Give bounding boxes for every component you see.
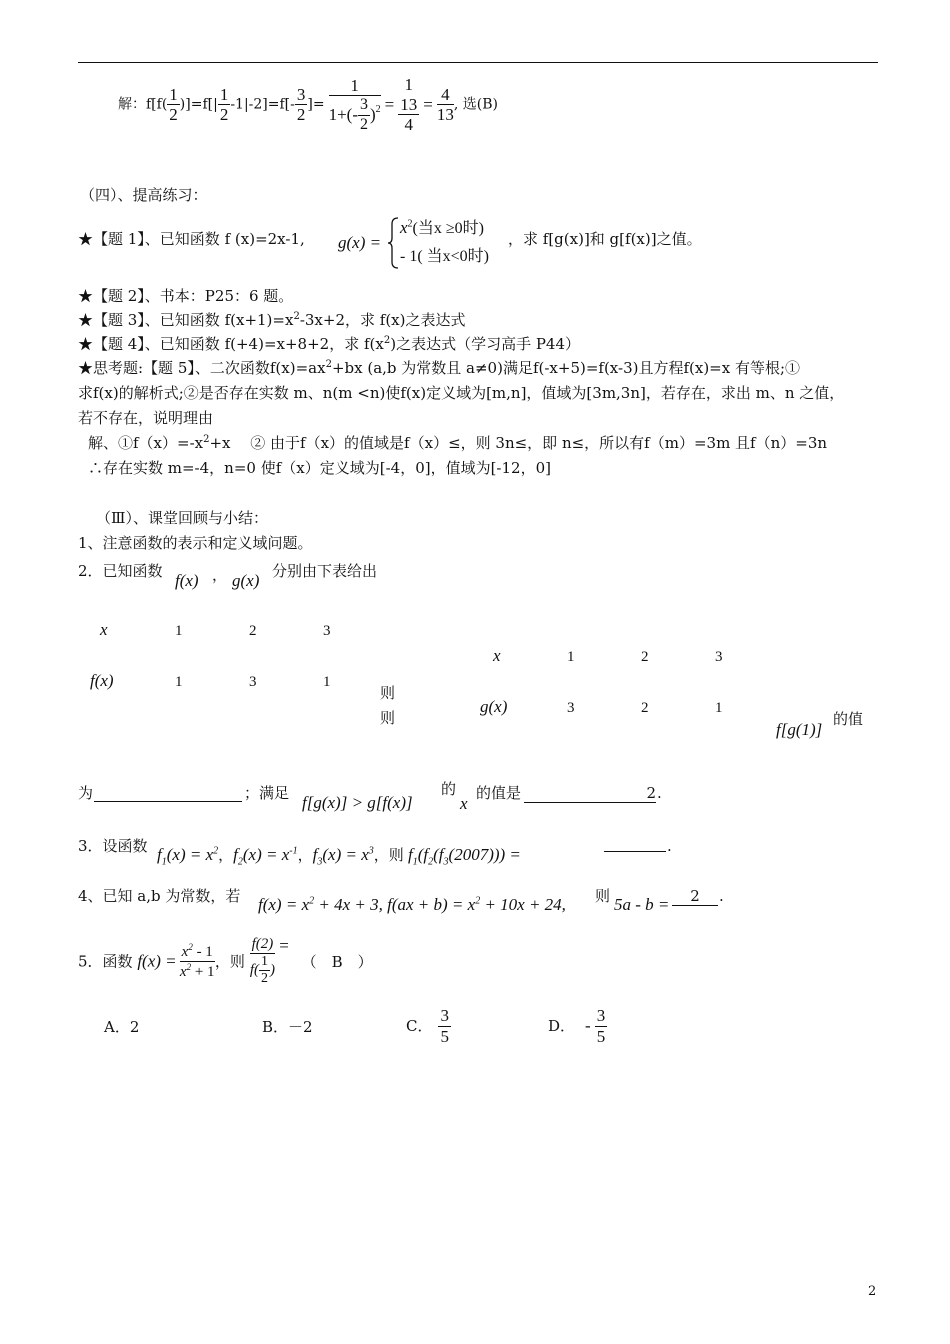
sol-prefix: 解：f[f( — [118, 96, 168, 113]
question-1-text: ★【题 1】、已知函数 f (x)=2x-1, — [78, 230, 305, 248]
f1-sub: 1 — [161, 856, 167, 868]
table-g-val-2: 2 — [641, 700, 649, 716]
frac-num: 1 — [169, 84, 178, 104]
f3-sub: 3 — [317, 856, 323, 868]
q5-l1b: +bx (a,b 为常数且 a≠0)满足f(-x+5)=f(x-3)且方程f(x)=x 有等根;① — [331, 359, 801, 377]
table-g-x-2: 2 — [641, 649, 649, 665]
item5-choice: （ B ） — [301, 952, 373, 971]
item5-frac — [180, 942, 215, 982]
q3-b: -3x+2，求 f(x)之表达式 — [299, 311, 466, 329]
table-g-val-1: 3 — [567, 700, 575, 716]
table-f-val-1: 1 — [175, 674, 183, 690]
option-d-label: D． — [548, 1017, 576, 1036]
f2-sub: 2 — [237, 856, 243, 868]
frac-num: 3 — [296, 84, 306, 104]
sol-mid2: -1|-2]=f[- — [230, 96, 295, 113]
item5-prefix: 5．函数 — [78, 952, 133, 971]
item2-ze-2: 则 — [380, 709, 396, 727]
f3-name: f — [312, 845, 318, 864]
table-f-x-3: 3 — [323, 623, 331, 639]
f3-body: (x) = x — [322, 845, 369, 864]
option-c-frac — [438, 1006, 451, 1046]
item5-mid: ，则 — [214, 952, 245, 971]
frac-num: 3 — [358, 96, 370, 115]
frac-den: 13 — [436, 105, 454, 125]
frac-num — [180, 942, 215, 962]
item2-answer: 2 — [646, 784, 656, 802]
item2-blank-1[interactable] — [94, 784, 242, 806]
question-3-text — [78, 311, 465, 329]
ratio-den-a: f( — [249, 962, 260, 979]
case1-x: x — [400, 218, 408, 237]
option-a[interactable]: A．2 — [104, 1018, 140, 1036]
item2-answer-blank[interactable] — [524, 784, 656, 803]
question-4-text — [78, 335, 580, 353]
q5-l1a: ★思考题:【题 5】、二次函数f(x)=ax — [78, 359, 326, 377]
frac-den: 2 — [169, 105, 178, 125]
page-number: 2 — [868, 1284, 877, 1299]
item4-answer: 2 — [690, 887, 700, 905]
sep-2: ， — [297, 846, 313, 864]
table-g-gx-label: g(x) — [480, 697, 508, 716]
frac-big — [329, 76, 381, 134]
item2-de-zhi: 的值 — [833, 710, 864, 728]
frac-den: 4 — [404, 115, 414, 135]
expr-exp-1: 2 — [309, 895, 315, 907]
sol-choice: , 选(B) — [453, 96, 498, 113]
frac-den: 2 — [261, 971, 269, 987]
section-three-title: （Ⅲ）、课堂回顾与小结： — [96, 509, 268, 527]
header-rule — [78, 62, 878, 63]
expr-1: f(x) = x — [258, 895, 310, 914]
option-b[interactable]: B．－2 — [262, 1018, 313, 1036]
table-g-val-3: 1 — [715, 700, 723, 716]
item5-line — [78, 936, 373, 987]
ratio-den — [250, 954, 276, 987]
item5-eq: = — [279, 936, 289, 955]
comp-sub2: 2 — [428, 856, 434, 868]
comp-sub1: 1 — [412, 856, 418, 868]
q1-case-1 — [400, 218, 484, 238]
q1-piecewise-brace — [386, 216, 400, 270]
comp-a: f — [408, 845, 413, 864]
q3-sup: 2 — [293, 311, 300, 322]
item4-answer-expr: 5a - b = — [614, 895, 670, 914]
item2-x: x — [460, 794, 468, 813]
frac-num: 4 — [437, 85, 454, 106]
table-g-x-label: x — [493, 646, 501, 665]
item5-ratio — [250, 936, 276, 987]
frac-half-1 — [167, 85, 180, 125]
item2-gx: g(x) — [232, 571, 260, 590]
q4-b: )之表达式（学习高手 P44） — [390, 335, 581, 353]
table-f-x-2: 2 — [249, 623, 257, 639]
item2-ineq: f[g(x)] > g[f(x)] — [302, 793, 413, 812]
ratio-den-b: ) — [270, 962, 276, 979]
frac-half-2 — [218, 85, 231, 125]
q3-a: ★【题 3】、已知函数 f(x+1)=x — [78, 311, 294, 329]
f1-name: f — [157, 845, 162, 864]
section-four-title: （四）、提高练习： — [80, 186, 208, 204]
item3-functions — [157, 845, 521, 868]
option-d-frac — [595, 1006, 608, 1046]
sol-mid1: )]=f[| — [179, 96, 218, 113]
big-den-sup: 2 — [375, 104, 381, 116]
frac-num: 1 — [259, 954, 270, 971]
frac-num: 1 — [219, 84, 229, 104]
option-c-label: C． — [406, 1017, 433, 1036]
f2-name: f — [233, 845, 238, 864]
item2-ze-1: 则 — [380, 684, 396, 702]
table-f-x-1: 1 — [175, 623, 183, 639]
num-sup: 2 — [188, 941, 193, 952]
item2-fg1: f[g(1)] — [776, 720, 823, 739]
item4-answer-blank[interactable] — [672, 887, 718, 906]
question-5-line-1 — [78, 359, 800, 377]
frac-den: 5 — [596, 1026, 606, 1046]
item2-value-is: 的值是 — [476, 784, 522, 802]
frac-den: 5 — [440, 1026, 449, 1046]
ratio-den-frac — [259, 954, 270, 987]
den-b: + 1 — [191, 964, 215, 981]
option-c[interactable] — [406, 1006, 451, 1046]
case1-cond: (当x ≥0时) — [412, 220, 484, 237]
item2-suffix: 分别由下表给出 — [272, 562, 378, 580]
sep-3: ，则 — [373, 846, 404, 864]
num-a: x — [181, 943, 189, 960]
item4-prefix: 4、已知 a,b 为常数，若 — [78, 887, 241, 905]
ratio-num: f(2) — [250, 936, 276, 954]
expr-3: + 10x + 24, — [480, 895, 566, 914]
q1-gx: g(x) = — [338, 233, 382, 252]
big-den-a: 1+(- — [328, 105, 358, 125]
frac-den: 2 — [219, 105, 229, 125]
f1-exp: 2 — [213, 845, 219, 857]
item2-wei: 为 — [78, 784, 94, 802]
item2-period: . — [657, 784, 662, 802]
expr-2: + 4x + 3, f(ax + b) = x — [314, 895, 476, 914]
table-f-x-label: x — [100, 620, 108, 639]
item2-semicolon: ；满足 — [244, 784, 290, 802]
q1-case-2: - 1( 当x<0时) — [400, 248, 490, 265]
q5-l1-sup: 2 — [325, 359, 332, 370]
comp-c: (f — [433, 845, 444, 864]
frac-den — [329, 96, 381, 134]
f2-body: (x) = x — [242, 845, 290, 864]
item2-fx: f(x) — [175, 571, 199, 590]
frac-num: 3 — [596, 1006, 606, 1025]
q5-sol1a: 解、①f（x）=-x — [88, 434, 204, 452]
frac-four-thirteenths — [437, 85, 454, 125]
frac-num2: 13 — [400, 94, 418, 114]
item4-expr — [258, 895, 566, 915]
big-den-frac — [358, 96, 370, 134]
item3-period: . — [667, 837, 672, 855]
q4-a: ★【题 4】、已知函数 f(+4)=x+8+2，求 f(x — [78, 335, 384, 353]
den-sup: 2 — [186, 962, 192, 973]
option-d[interactable] — [548, 1006, 607, 1046]
table-f-val-3: 1 — [323, 674, 331, 690]
expr-exp-2: 2 — [475, 895, 481, 907]
comp-d: (2007))) = — [448, 845, 521, 864]
eq-2: = — [423, 94, 433, 114]
item4-period: . — [719, 887, 724, 905]
question-5-line-3: 若不存在，说明理由 — [78, 409, 214, 427]
frac-den: 2 — [296, 105, 306, 125]
num-b: - 1 — [192, 943, 213, 960]
question-5-solution-1 — [88, 434, 827, 452]
big-den-b: ) — [370, 105, 376, 125]
comp-sub3: 3 — [443, 856, 449, 868]
sep-1: ， — [218, 846, 234, 864]
question-2-text: ★【题 2】、书本：P25：6 题。 — [78, 287, 294, 305]
table-f-val-2: 3 — [249, 674, 257, 690]
case1-sup: 2 — [407, 218, 413, 230]
item2-comma: ， — [212, 566, 228, 584]
f1-body: (x) = x — [166, 845, 214, 864]
item4-ze: 则 — [595, 887, 611, 905]
summary-item-1: 1、注意函数的表示和定义域问题。 — [78, 534, 313, 552]
table-g-x-3: 3 — [715, 649, 723, 665]
frac-den — [180, 962, 215, 981]
comp-b: (f — [417, 845, 429, 864]
frac-num: 3 — [440, 1006, 449, 1025]
item2-prefix: 2．已知函数 — [78, 562, 163, 580]
option-d-sign: - — [585, 1015, 591, 1035]
q1-tail: ，求 f[g(x)]和 g[f(x)]之值。 — [508, 230, 702, 248]
solution-line — [118, 75, 498, 135]
sol-mid3: ]= — [307, 96, 325, 113]
q5-sol1b: +x ② 由于f（x）的值域是f（x）≤，则 3n≤，即 n≤，所以有f（m）=3m 且f（n）=3n — [209, 434, 828, 452]
frac-compound — [398, 75, 419, 135]
frac-den: 2 — [360, 115, 368, 133]
frac-num: 1 — [329, 76, 381, 97]
den-a: x — [179, 964, 187, 981]
table-f-fx-label: f(x) — [90, 671, 114, 690]
eq-1: = — [384, 94, 395, 114]
item5-fx: f(x) = — [137, 951, 177, 971]
f3-exp: 3 — [368, 845, 374, 857]
question-5-solution-2: ∴存在实数 m=-4，n=0 使f（x）定义域为[-4，0]，值域为[-12，0] — [88, 459, 551, 477]
q5-sol1-sup: 2 — [203, 434, 210, 445]
frac-three-halves — [295, 85, 308, 125]
item2-de: 的 — [441, 780, 457, 798]
q4-sup: 2 — [383, 335, 391, 346]
item3-answer-blank[interactable] — [604, 837, 666, 856]
question-5-line-2: 求f(x)的解析式;②是否存在实数 m、n(m <n)使f(x)定义域为[m,n]，值域为[3m,3n]，若存在，求出 m、n 之值， — [78, 384, 845, 402]
frac-num: 1 — [404, 75, 414, 94]
f2-exp: -1 — [289, 845, 298, 857]
item3-prefix: 3．设函数 — [78, 837, 148, 855]
table-g-x-1: 1 — [567, 649, 575, 665]
